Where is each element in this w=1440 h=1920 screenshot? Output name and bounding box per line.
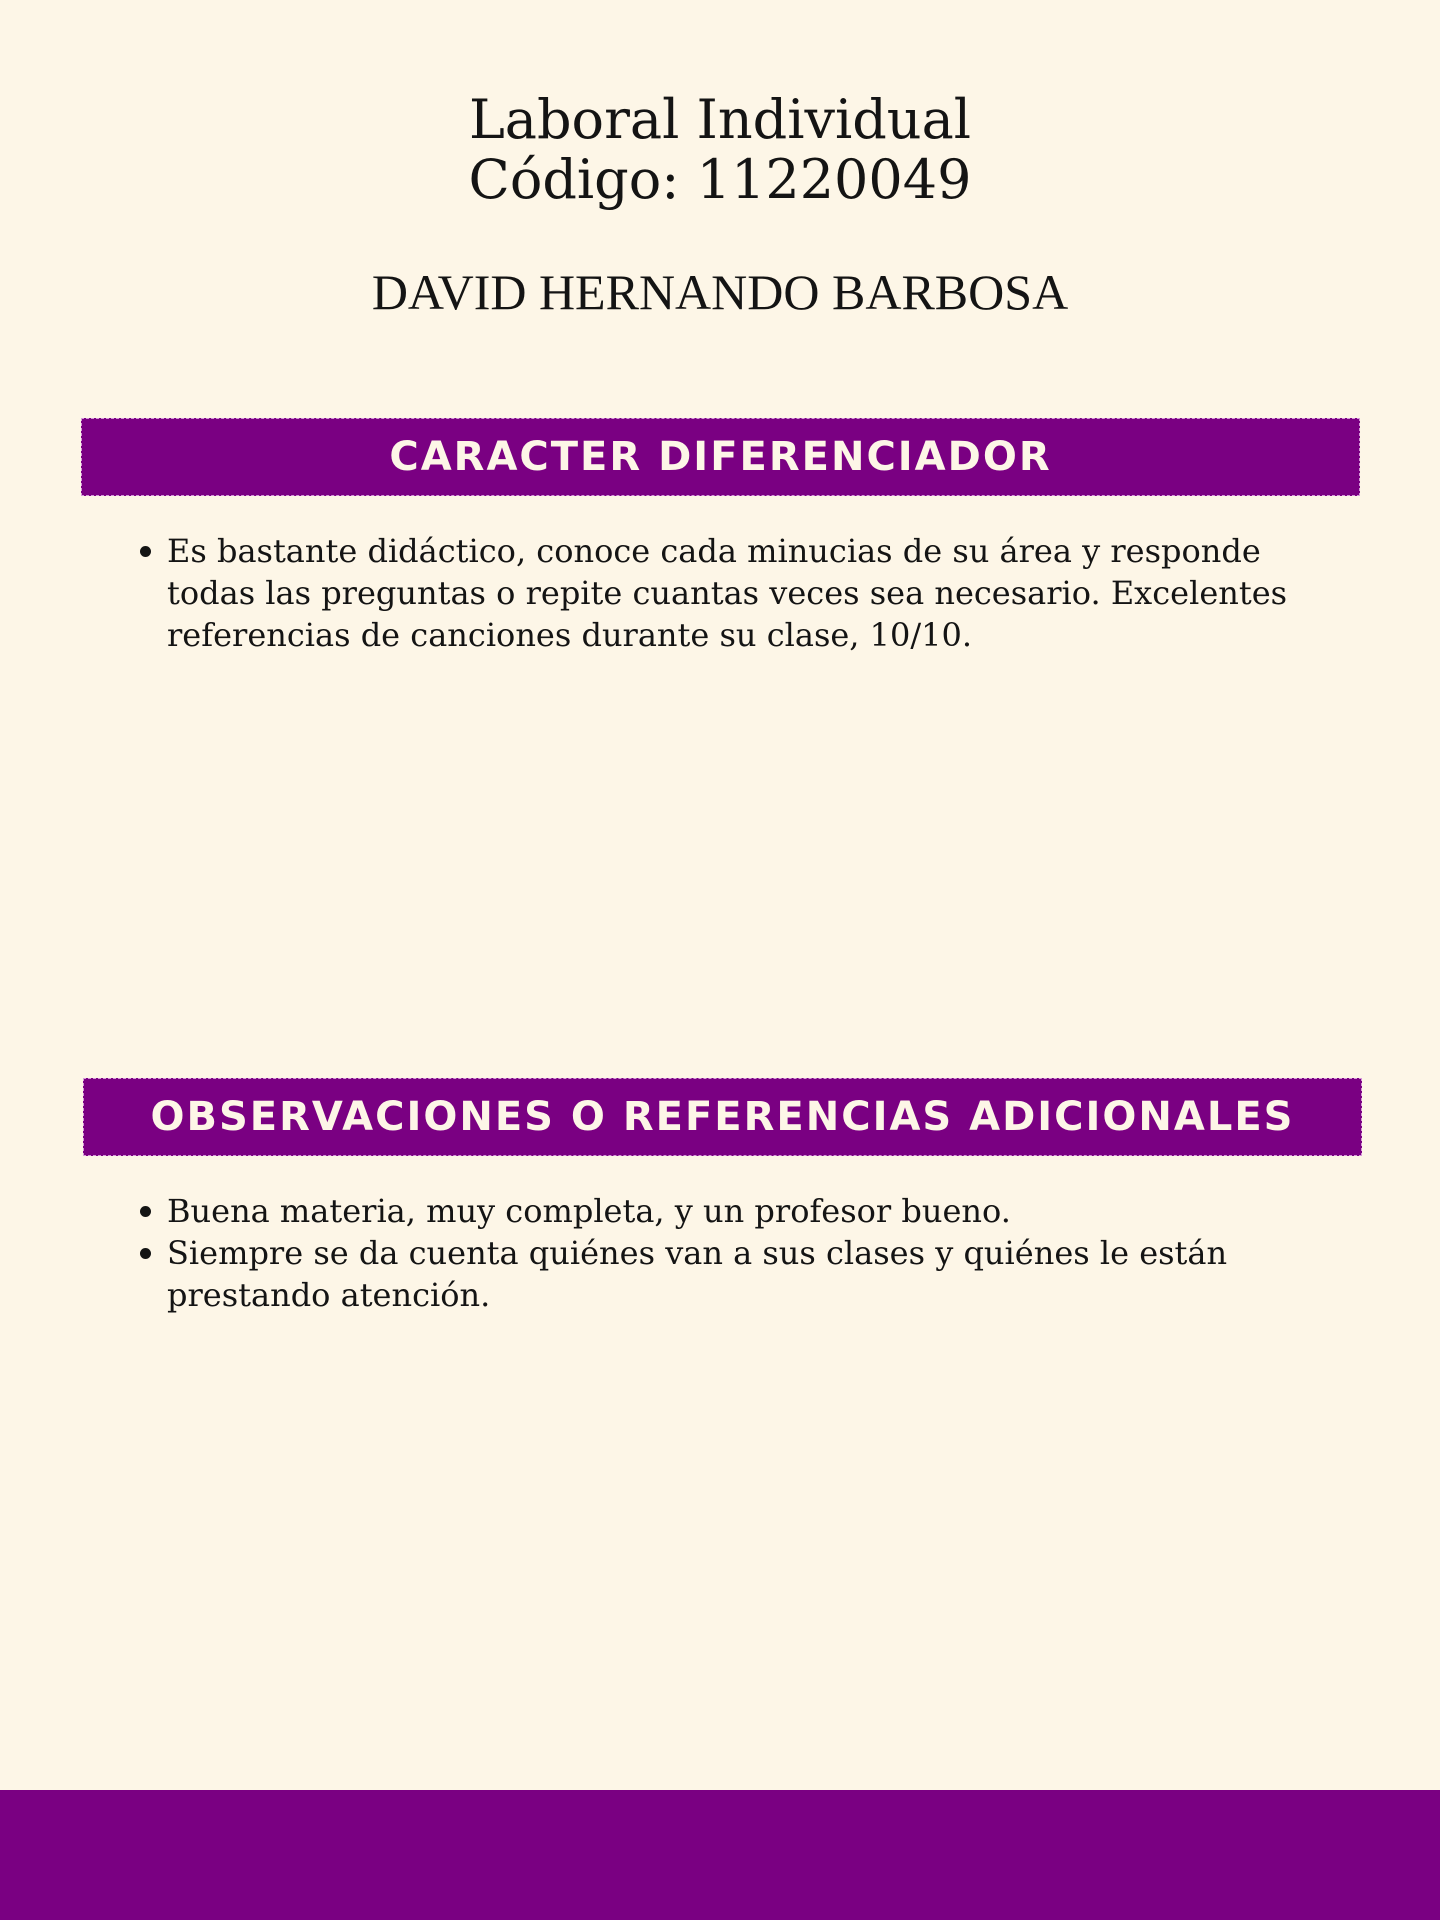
course-title: Laboral Individual bbox=[468, 88, 972, 151]
list-item-text: Buena materia, muy completa, y un profesor bueno. bbox=[167, 1192, 1011, 1230]
document-header bbox=[0, 90, 1440, 210]
list-item bbox=[140, 1190, 1320, 1232]
section-heading: OBSERVACIONES O REFERENCIAS ADICIONALES bbox=[150, 1094, 1295, 1140]
caracter-diferenciador-list bbox=[140, 530, 1320, 656]
footer-band bbox=[0, 1790, 1440, 1920]
list-item bbox=[140, 1232, 1320, 1316]
list-item bbox=[140, 530, 1320, 656]
list-item-text: Siempre se da cuenta quiénes van a sus clases y quiénes le están prestando atención. bbox=[167, 1234, 1228, 1314]
bullet-icon bbox=[140, 1248, 151, 1259]
bullet-icon bbox=[140, 1206, 151, 1217]
section-heading: CARACTER DIFERENCIADOR bbox=[389, 434, 1052, 480]
observaciones-list bbox=[140, 1190, 1320, 1316]
section-banner-observaciones bbox=[83, 1078, 1362, 1156]
bullet-icon bbox=[140, 546, 151, 557]
professor-name: DAVID HERNANDO BARBOSA bbox=[371, 264, 1069, 320]
section-banner-caracter-diferenciador bbox=[81, 418, 1360, 496]
list-item-text: Es bastante didáctico, conoce cada minucias de su área y responde todas las preguntas o repite cuantas veces sea necesario. Excelentes referencias de canciones durante su clase, 10/10. bbox=[167, 532, 1288, 654]
course-code: Código: 11220049 bbox=[468, 148, 972, 211]
